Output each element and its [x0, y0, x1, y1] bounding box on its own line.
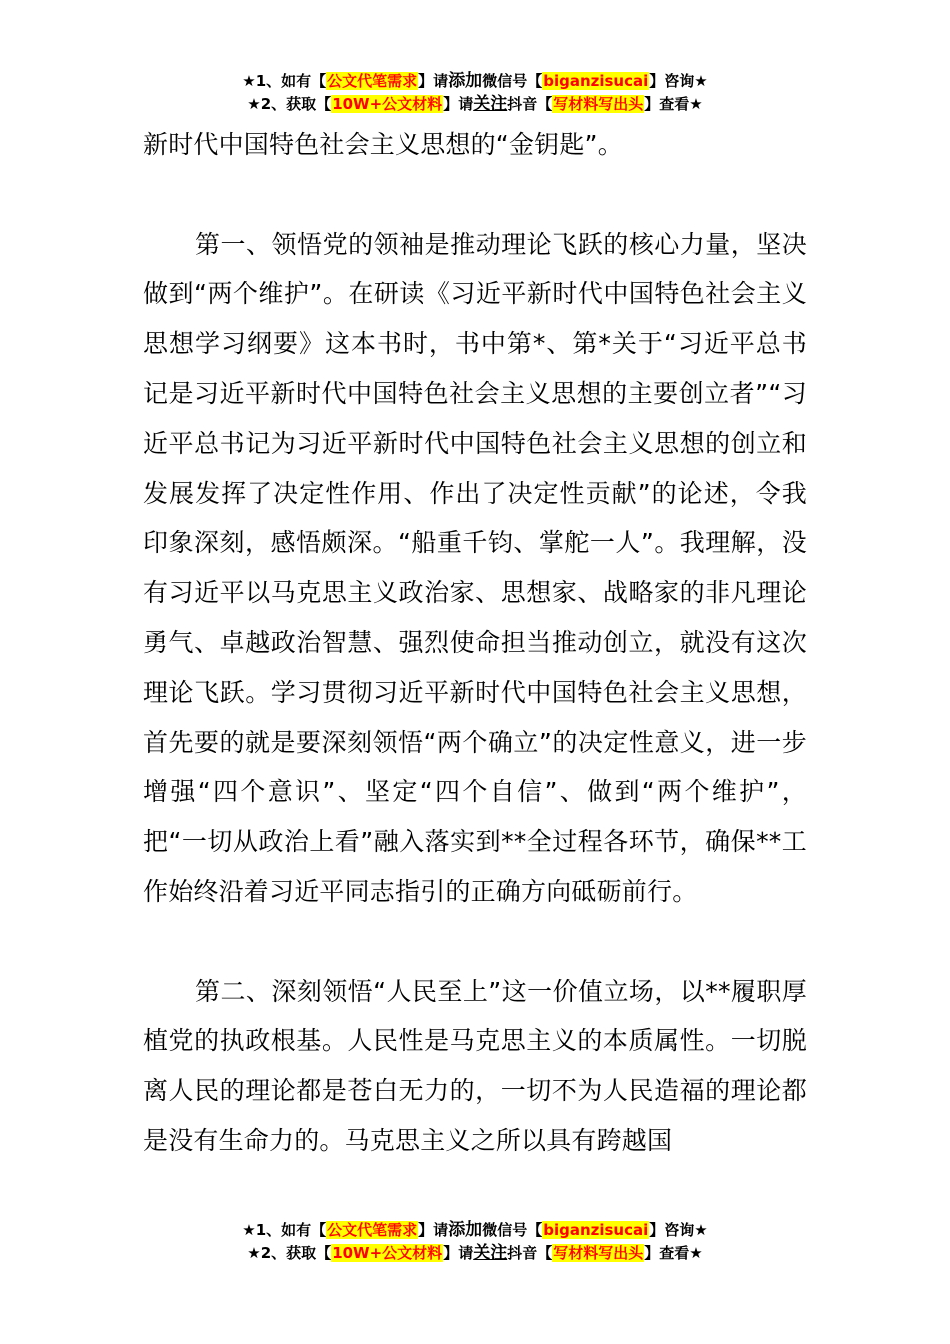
banner-text: 微信号【 — [482, 72, 543, 90]
banner-text: 】请 — [418, 72, 449, 90]
banner-emphasis: 添加 — [448, 71, 483, 91]
paragraph-second-point: 第二、深刻领悟“人民至上”这一价值立场，以**履职厚植党的执政根基。人民性是马克思主义的本质属性。一切脱离人民的理论都是苍白无力的，一切不为人民造福的理论都是没有生命力的。马克思主义之所以具有跨越国 — [143, 976, 807, 1155]
paragraph-continuation: 新时代中国特色社会主义思想的“金钥匙”。 — [143, 130, 623, 159]
banner-highlight-service: 公文代笔需求 — [327, 1221, 418, 1239]
banner-text: ★1、如有【 — [242, 72, 327, 90]
banner-text: ★1、如有【 — [242, 1221, 327, 1239]
banner-emphasis: 关注 — [473, 94, 508, 114]
banner-text: 】请 — [418, 1221, 449, 1239]
banner-highlight-douyin: 写材料写出头 — [553, 1244, 644, 1262]
header-banner — [0, 70, 950, 116]
banner-line-1 — [0, 1219, 950, 1242]
banner-text: ★2、获取【 — [247, 1244, 332, 1262]
banner-highlight-wechat-id: biganzisucai — [543, 72, 649, 90]
banner-emphasis: 关注 — [473, 1243, 508, 1263]
banner-text: 】咨询★ — [649, 72, 708, 90]
banner-line-1 — [0, 70, 950, 93]
banner-text: 】请 — [443, 1244, 474, 1262]
banner-highlight-materials: 10W+公文材料 — [332, 95, 443, 113]
banner-emphasis: 添加 — [448, 1220, 483, 1240]
footer-banner — [0, 1219, 950, 1265]
banner-text: 】查看★ — [644, 1244, 703, 1262]
paragraph-first-point: 第一、领悟党的领袖是推动理论飞跃的核心力量，坚决做到“两个维护”。在研读《习近平新时代中国特色社会主义思想学习纲要》这本书时，书中第*、第*关于“习近平总书记是习近平新时代中国特色社会主义思想的主要创立者”“习近平总书记为习近平新时代中国特色社会主义思想的创立和发展发挥了决定性作用、作出了决定性贡献”的论述，令我印象深刻，感悟颇深。“船重千钧、掌舵一人”。我理解，没有习近平以马克思主义政治家、思想家、战略家的非凡理论勇气、卓越政治智慧、强烈使命担当推动创立，就没有这次理论飞跃。学习贯彻习近平新时代中国特色社会主义思想，首先要的就是要深刻领悟“两个确立”的决定性意义，进一步增强“四个意识”、坚定“四个自信”、做到“两个维护”，把“一切从政治上看”融入落实到**全过程各环节，确保**工作始终沿着习近平同志指引的正确方向砥砺前行。 — [143, 229, 807, 906]
banner-text: 】查看★ — [644, 95, 703, 113]
banner-line-2 — [0, 1242, 950, 1265]
banner-highlight-wechat-id: biganzisucai — [543, 1221, 649, 1239]
banner-text: 抖音【 — [507, 95, 553, 113]
banner-text: 】咨询★ — [649, 1221, 708, 1239]
banner-highlight-service: 公文代笔需求 — [327, 72, 418, 90]
banner-text: ★2、获取【 — [247, 95, 332, 113]
banner-line-2 — [0, 93, 950, 116]
banner-text: 微信号【 — [482, 1221, 543, 1239]
banner-text: 】请 — [443, 95, 474, 113]
document-body — [143, 120, 807, 1166]
banner-highlight-douyin: 写材料写出头 — [553, 95, 644, 113]
banner-highlight-materials: 10W+公文材料 — [332, 1244, 443, 1262]
banner-text: 抖音【 — [507, 1244, 553, 1262]
